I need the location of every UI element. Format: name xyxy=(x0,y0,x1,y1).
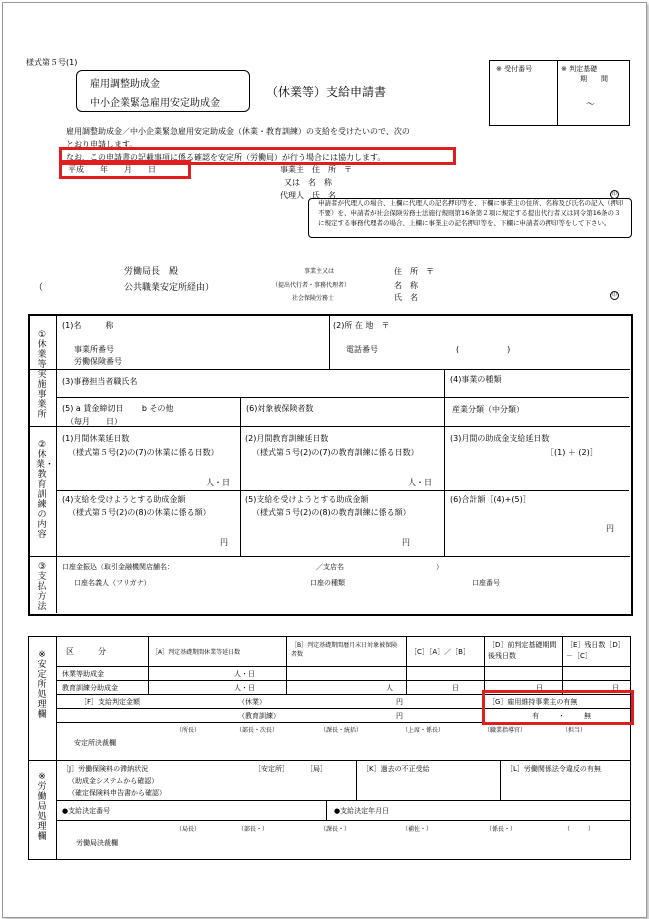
form-number: 様式第５号(1) xyxy=(26,58,78,67)
employer-label-2: （提出代行者・事務代理者） xyxy=(272,282,351,289)
bureau-role-4: （係長・） xyxy=(486,826,517,833)
row2-unit-e: 日 xyxy=(612,684,619,692)
row-leave-label: 休業等助成金 xyxy=(62,670,104,678)
g-yes[interactable]: 有 xyxy=(532,712,539,720)
office-decision-label: 安定所決裁欄 xyxy=(74,739,116,747)
bureau-role-5: （ ） xyxy=(564,826,595,833)
contact-label: (3)事務担当者職氏名 xyxy=(62,377,138,386)
row-training-label: 教育訓練分助成金 xyxy=(62,684,118,692)
employer-label-3: 社会保険労務士 xyxy=(292,295,335,302)
bureau-decision-label: 労働局決裁欄 xyxy=(76,839,118,847)
office-number-label: 事業所番号 xyxy=(74,345,114,354)
employer-address-label: 事業主 住 所 〒 xyxy=(280,165,352,174)
f-training-yen: 円 xyxy=(396,712,403,720)
row2-unit-c: 日 xyxy=(452,684,459,692)
training-days-sub: （様式第５号(2)の(7)の教育訓練に係る日数） xyxy=(252,448,419,457)
agent-name-label: 代理人 氏 名 xyxy=(280,191,336,200)
training-amount-sub: （様式第５号(2)の(8)の教育訓練に係る額） xyxy=(252,508,411,517)
account-type-label: 口座の種類 xyxy=(310,579,345,587)
office-address-label: (2)所 在 地 〒 xyxy=(333,321,390,330)
category-label: 区 分 xyxy=(66,647,106,656)
l-title: ［L］労働関係法令違反の有無 xyxy=(506,765,601,773)
row2-unit-d: 日 xyxy=(536,684,543,692)
section1-label: ①休業等実施事業所 xyxy=(37,330,47,420)
bureau-role-2: （課長・） xyxy=(320,826,351,833)
office-role-1: （部長・次長） xyxy=(236,727,279,734)
bureau-processing-table xyxy=(28,760,631,860)
k-title: ［K］過去の不正受給 xyxy=(362,765,430,773)
addressee-paren: （ xyxy=(34,283,44,293)
col-f-label: ［F］支給判定金額 xyxy=(80,698,141,706)
application-date[interactable]: 平成 年 月 日 xyxy=(68,165,156,174)
col-a-label: ［A］判定基礎期間休業等延日数 xyxy=(152,649,241,656)
leave-amount-label: (4)支給を受けようとする助成金額 xyxy=(62,495,186,504)
highlight-date xyxy=(59,160,191,179)
intro-line-3: なお、この申請書の記載事項に係る確認を安定所（労働局）が行う場合には協力します。 xyxy=(66,153,386,162)
leave-days-sub: （様式第５号(2)の(7)の休業に係る日数） xyxy=(68,448,219,457)
wage-cutoff-label: (5) a 賃金締切日 b その他 xyxy=(62,404,174,413)
row2-unit-a: 人・日 xyxy=(234,684,255,692)
training-days-unit: 人・日 xyxy=(408,478,432,487)
highlight-employment-maintenance xyxy=(482,690,634,725)
row1-unit-a: 人・日 xyxy=(234,670,255,678)
judgment-period-label-2: 期 間 xyxy=(580,75,608,83)
judgment-period-label: ※ 判定基礎 xyxy=(561,65,598,73)
bureau-role-0: （局長） xyxy=(176,826,201,833)
section3-label: ③支払方法 xyxy=(37,562,47,612)
j-office: ［安定所］ xyxy=(254,765,289,773)
account-holder-label: 口座名義人（フリガナ） xyxy=(74,579,151,587)
employer-label-1: 事業主又は xyxy=(304,268,335,275)
form-title: （休業等）支給申請書 xyxy=(266,85,387,99)
addressee-name: 名 称 xyxy=(394,281,418,290)
office-role-4: （職業指導官） xyxy=(484,727,527,734)
f-leave-label: （休業） xyxy=(238,698,266,706)
receipt-number-label: ※ 受付番号 xyxy=(496,65,533,73)
branch-label: ／支店名 xyxy=(316,563,344,571)
j-title: ［J］労働保険料の滞納状況 xyxy=(62,765,149,773)
decision-date-label: ●支給決定年月日 xyxy=(334,807,390,815)
training-days-label: (2)月間教育訓練延日数 xyxy=(245,434,329,443)
industry-label: 産業分類（中分類） xyxy=(452,405,524,414)
intro-line-1: 雇用調整助成金／中小企業緊急雇用安定助成金（休業・教育訓練）の支給を受けたいので、次の xyxy=(66,127,410,136)
training-amount-yen: 円 xyxy=(402,538,410,547)
leave-amount-yen: 円 xyxy=(220,538,228,547)
seal-mark-2: 印 xyxy=(611,292,617,298)
col-g-label: ［G］雇用維持事業主の有無 xyxy=(488,698,578,706)
phone-paren[interactable]: ( ) xyxy=(456,345,511,354)
employer-name-label: 又は 名 称 xyxy=(284,178,332,187)
f-leave-yen: 円 xyxy=(396,698,403,706)
subsidy-name-1: 雇用調整助成金 xyxy=(90,79,160,90)
agent-note: 申請者が代理人の場合、上欄に代理人の記名押印等を、下欄に事業主の住所、名称及び氏名の記入（押印不要）を、申請者が社会保険労務士法施行規則第16条第２項に規定する提出代行者又は同令第16条の３に規定する事務代理者の場合、上欄に事業主の記名押印等を、下欄に申請者の押印等をして下さい。 xyxy=(318,199,624,227)
total-amount-yen: 円 xyxy=(606,524,614,533)
office-name-label: (1)名 称 xyxy=(62,321,114,330)
addressee-person: 氏 名 xyxy=(394,293,418,302)
account-number-label: 口座番号 xyxy=(472,579,500,587)
wage-cutoff-sub: （毎月 日） xyxy=(66,417,122,426)
col-b-label: ［B］判定基礎期間暦月末日対象被保険者数 xyxy=(291,642,398,658)
col-c-label: ［C］［A］／［B］ xyxy=(410,648,470,656)
via-office: 公共職業安定所経由） xyxy=(124,283,215,293)
leave-amount-sub: （様式第５号(2)の(8)の休業に係る額） xyxy=(68,508,211,517)
g-no[interactable]: 無 xyxy=(584,712,591,720)
training-amount-label: (5)支給を受けようとする助成金額 xyxy=(245,495,369,504)
addressee-address: 住 所 〒 xyxy=(394,267,434,276)
bureau-chief: 労働局長 殿 xyxy=(124,267,179,277)
office-role-5: （担当） xyxy=(562,727,587,734)
office-processing-label: ※安定所処理欄 xyxy=(37,650,47,720)
j-sub-1: （助成金システムから確認） xyxy=(68,777,159,785)
bureau-role-1: （部長・） xyxy=(238,826,269,833)
intro-line-2: とおり申請します。 xyxy=(66,140,138,149)
subsidy-name-2: 中小企業緊急雇用安定助成金 xyxy=(90,98,220,109)
col-e-label: ［E］残日数［D］－［C］ xyxy=(566,641,625,660)
leave-days-unit: 人・日 xyxy=(206,478,230,487)
total-days-formula: ［(1) ＋ (2)］ xyxy=(546,448,598,457)
bureau-role-3: （補佐・） xyxy=(402,826,433,833)
decision-number-label: ●支給決定番号 xyxy=(62,807,111,815)
f-training-label: （教育訓練） xyxy=(238,712,280,720)
j-bureau: ［局］ xyxy=(306,765,327,773)
seal-mark: 印 xyxy=(611,191,617,197)
insured-count-label: (6)対象被保険者数 xyxy=(246,404,314,413)
insurance-number-label: 労働保険番号 xyxy=(74,357,122,366)
bureau-processing-label: ※労働局処理欄 xyxy=(37,772,47,842)
g-dot: ・ xyxy=(558,712,565,720)
business-type-label: (4)事業の種類 xyxy=(450,375,502,384)
phone-label: 電話番号 xyxy=(346,345,378,354)
section2-label: ②休業・教育訓練の内容 xyxy=(36,440,55,540)
leave-days-label: (1)月間休業延日数 xyxy=(62,434,130,443)
total-amount-label: (6)合計額［(4)+(5)］ xyxy=(450,495,531,504)
j-sub-2: （確定保険料申告書から確認） xyxy=(68,789,166,797)
row2-unit-b: 人 xyxy=(386,684,393,692)
period-tilde: ～ xyxy=(586,100,596,110)
office-role-3: （上席・係長） xyxy=(402,727,445,734)
bank-label: 口座金振込（取引金融機関店舗名： xyxy=(62,563,174,571)
total-days-label: (3)月間の助成金支給延日数 xyxy=(450,434,550,443)
office-role-0: （所長） xyxy=(176,727,201,734)
bank-close: ） xyxy=(436,563,443,571)
office-role-2: （課長・統括） xyxy=(320,727,363,734)
col-d-label: ［D］前判定基礎期間後残日数 xyxy=(488,641,557,660)
